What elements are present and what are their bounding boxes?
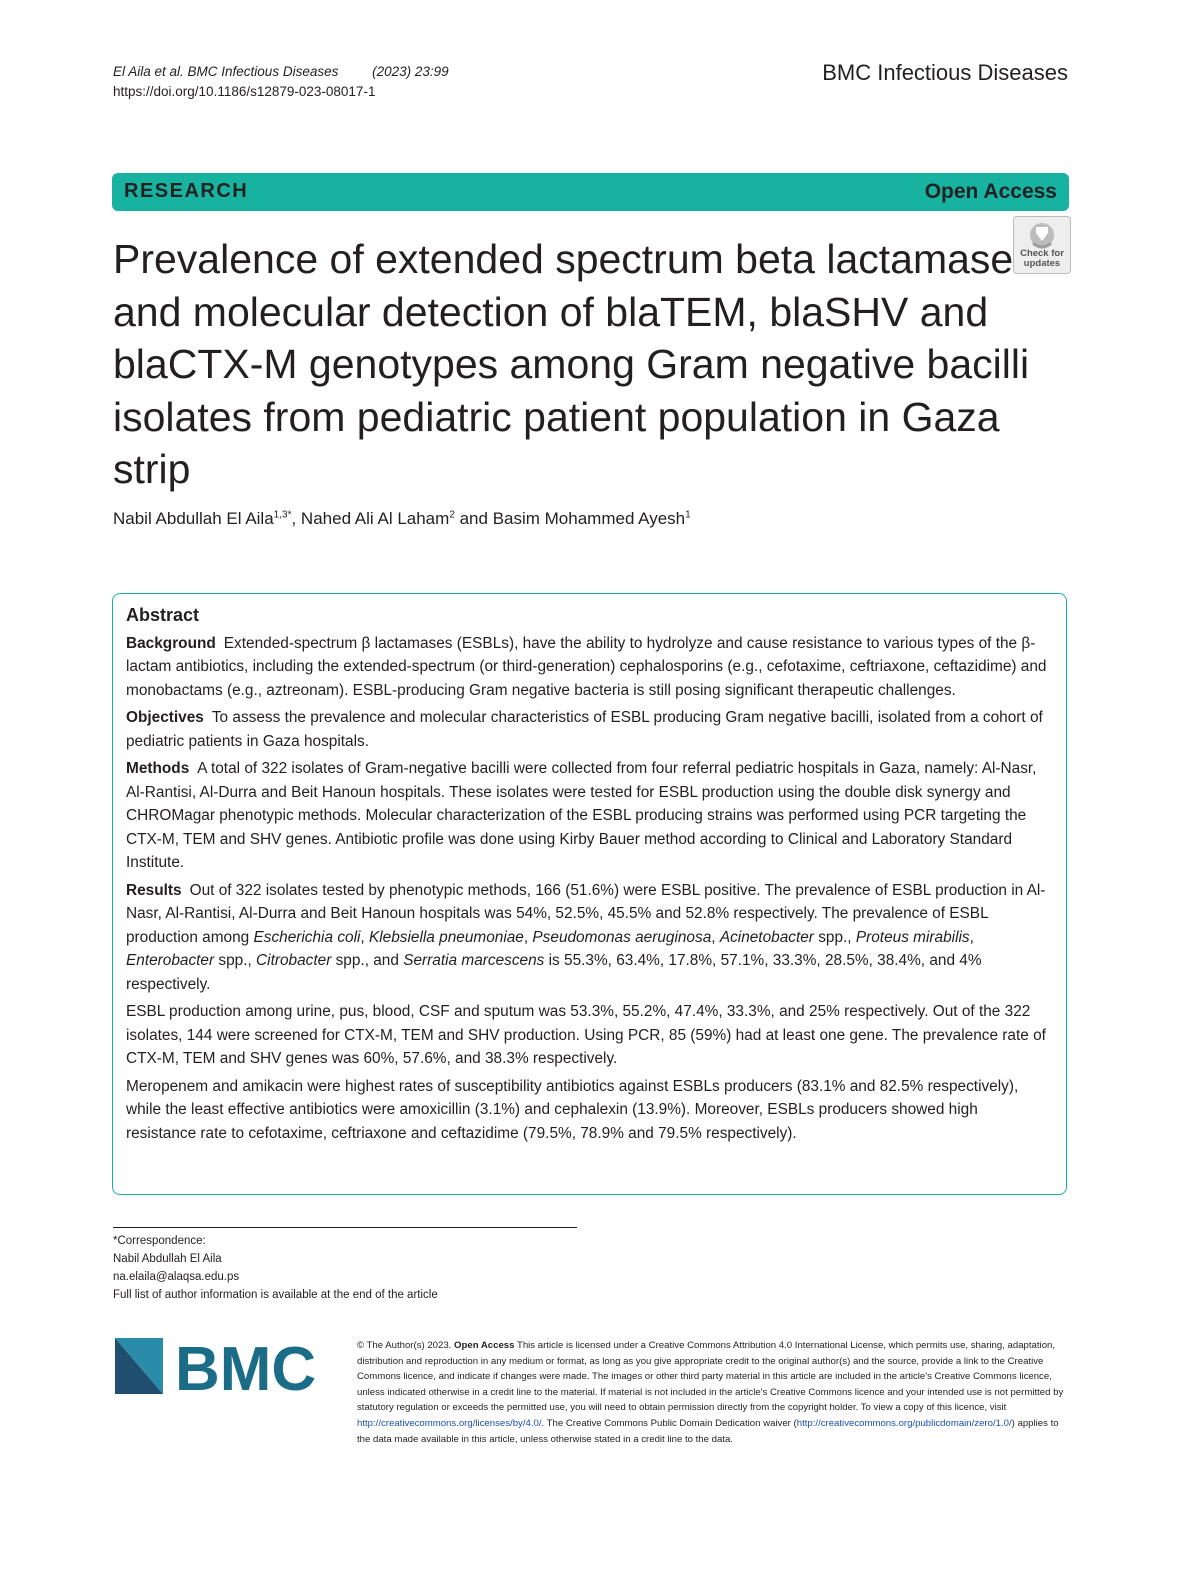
abstract-results [126,879,1051,997]
citation: El Aila et al. BMC Infectious Diseases [113,64,339,79]
results-text: , [711,928,720,946]
organism-name: Serratia marcescens [403,952,545,969]
abstract-background [126,632,1051,703]
footnote-rule [113,1227,577,1228]
abstract-box [112,593,1067,1195]
author-sep: , [291,509,301,528]
organism-name: Escherichia coli [253,928,361,946]
results-text: is 55.3%, 63.4%, 17.8%, 57.1%, 33.3%, 28.5%, 38.4%, and 4% respectively. [126,952,982,993]
organism-name: Pseudomonas aeruginosa [532,928,712,946]
correspondence [113,1232,438,1304]
article-type-label: RESEARCH [124,180,249,202]
author-sep: and [454,509,493,528]
crossmark-label: Check for updates [1020,248,1064,269]
article-type-banner [112,173,1069,211]
results-text: spp., and [331,952,404,969]
open-access-badge-wrap [909,173,1069,211]
year-volume: (2023) 23:99 [372,64,449,79]
author-3-affil: 1 [685,509,691,521]
organism-name: Klebsiella pneumoniae [368,928,524,946]
organism-name: Citrobacter [256,952,332,969]
author-list [113,509,691,529]
organism-name: Acinetobacter [719,928,814,946]
results-label: Results [126,881,182,899]
journal-name: BMC Infectious Diseases [822,60,1068,85]
abstract-results-3: Meropenem and amikacin were highest rates of susceptibility antibiotics against ESBLs producers (83.1% and 82.5% respectively), while the least effective antibiotics were amoxicillin (3.1%) and cephalexin (13.9%). Moreover, ESBLs producers showed high resistance rate to cefotaxime, ceftriaxone and ceftazidime (79.5%, 78.9% and 79.5% respectively). [126,1077,1019,1142]
article-title: Prevalence of extended spectrum beta lactamase and molecular detection of blaTEM, blaSHV and blaCTX-M genotypes among Gram negative bacilli isolates from pediatric patient population in Gaza strip [113,236,1030,492]
background-text: Extended-spectrum β lactamases (ESBLs), have the ability to hydrolyze and cause resistance to various types of the β-lactam antibiotics, including the extended-spectrum (or third-generation) cephalosporins (e.g., cefotaxime, ceftriaxone, ceftazidime) and monobactams (e.g., aztreonam). ESBL-producing Gram negative bacteria is still posing significant therapeutic challenges. [126,634,1047,699]
methods-text: A total of 322 isolates of Gram-negative bacilli were collected from four referral pediatric hospitals in Gaza, namely: Al-Nasr, Al-Rantisi, Al-Durra and Beit Hanoun hospitals. These isolates were tested for ESBL production using the double disk synergy and CHROMagar phenotypic methods. Molecular characterization of the ESBL producing strains was performed using PCR targeting the CTX-M, TEM and SHV genes. Antibiotic profile was done using Kirby Bauer method according to Clinical and Laboratory Standard Institute. [126,760,1037,871]
results-text: , [969,928,974,946]
license-mid: . The Creative Commons Public Domain Dedication waiver ( [541,1417,797,1429]
results-text: spp., [214,952,257,969]
methods-label: Methods [126,760,190,777]
author-3[interactable]: Basim Mohammed Ayesh [492,509,686,528]
author-1-affil: 1,3* [273,509,292,521]
abstract-results-2: ESBL production among urine, pus, blood, CSF and sputum was 53.3%, 55.2%, 47.4%, 33.3%, and 25% respectively. Out of the 322 isolates, 144 were screened for CTX-M, TEM and SHV production. Using PCR, 85 (59%) had at least one gene. The prevalence rate of CTX-M, TEM and SHV genes was 60%, 57.6%, and 38.3% respectively. [126,1003,1046,1067]
organism-name: Proteus mirabilis [855,928,970,946]
results-text: spp., [813,928,856,946]
bmc-logo-text: BMC [175,1336,317,1396]
bmc-logo-icon [113,1336,328,1396]
open-access-label: Open Access [924,180,1057,203]
cc-zero-link[interactable]: http://creativecommons.org/publicdomain/zero/1.0/ [796,1417,1012,1429]
abstract-objectives [126,706,1051,753]
objectives-text: To assess the prevalence and molecular characteristics of ESBL producing Gram negative bacilli, isolated from a cohort of pediatric patients in Gaza hospitals. [126,709,1043,750]
open-access-badge [911,173,1069,211]
license-tail: ) applies to the data made available in this article, unless otherwise stated in a credit line to the data. [357,1417,1059,1445]
correspondence-name: Nabil Abdullah El Aila [113,1253,222,1265]
organism-name: Enterobacter [126,952,215,969]
author-1[interactable]: Nabil Abdullah El Aila [113,509,274,528]
objectives-label: Objectives [126,709,204,726]
license-lead: © The Author(s) 2023. [357,1340,452,1351]
abstract-content [126,604,1051,1149]
running-header [113,62,449,102]
license-body: This article is licensed under a Creative Commons Attribution 4.0 International License, which permits use, sharing, adaptation, distribution and reproduction in any medium or format, as long as you give appropriate credit to the original author(s) and the source, provide a link to the Creative Commons licence, and indicate if changes were made. The images or other third party material in this article are included in the article's Creative Commons licence, unless indicated otherwise in a credit line to the material. If material is not included in the article's Creative Commons licence and your intended use is not permitted by statutory regulation or exceeds the permitted use, you will need to obtain permission directly from the copyright holder. To view a copy of this licence, visit [357,1340,1064,1414]
results-text: , [360,928,369,946]
license-open-access: Open Access [454,1340,515,1351]
abstract-methods [126,757,1051,875]
abstract-heading: Abstract [126,605,200,625]
correspondence-email[interactable]: na.elaila@alaqsa.edu.ps [113,1271,240,1283]
results-text: , [523,928,533,946]
background-label: Background [126,634,216,652]
correspondence-label: *Correspondence: [113,1235,206,1247]
doi-link[interactable]: https://doi.org/10.1186/s12879-023-08017-1 [113,84,376,99]
cc-by-link[interactable]: http://creativecommons.org/licenses/by/4.0/ [357,1417,542,1429]
author-2-affil: 2 [449,509,455,521]
license-text [357,1338,1067,1447]
results-text: Out of 322 isolates tested by phenotypic methods, 166 (51.6%) were ESBL positive. The prevalence of ESBL production in Al-Nasr, Al-Rantisi, Al-Durra and Beit Hanoun hospitals was 54%, 52.5%, 45.5% and 52.8% respectively. The prevalence of ESBL production among [126,881,1046,946]
author-2[interactable]: Nahed Ali Al Laham [300,509,450,528]
author-info-note: Full list of author information is available at the end of the article [113,1289,438,1301]
